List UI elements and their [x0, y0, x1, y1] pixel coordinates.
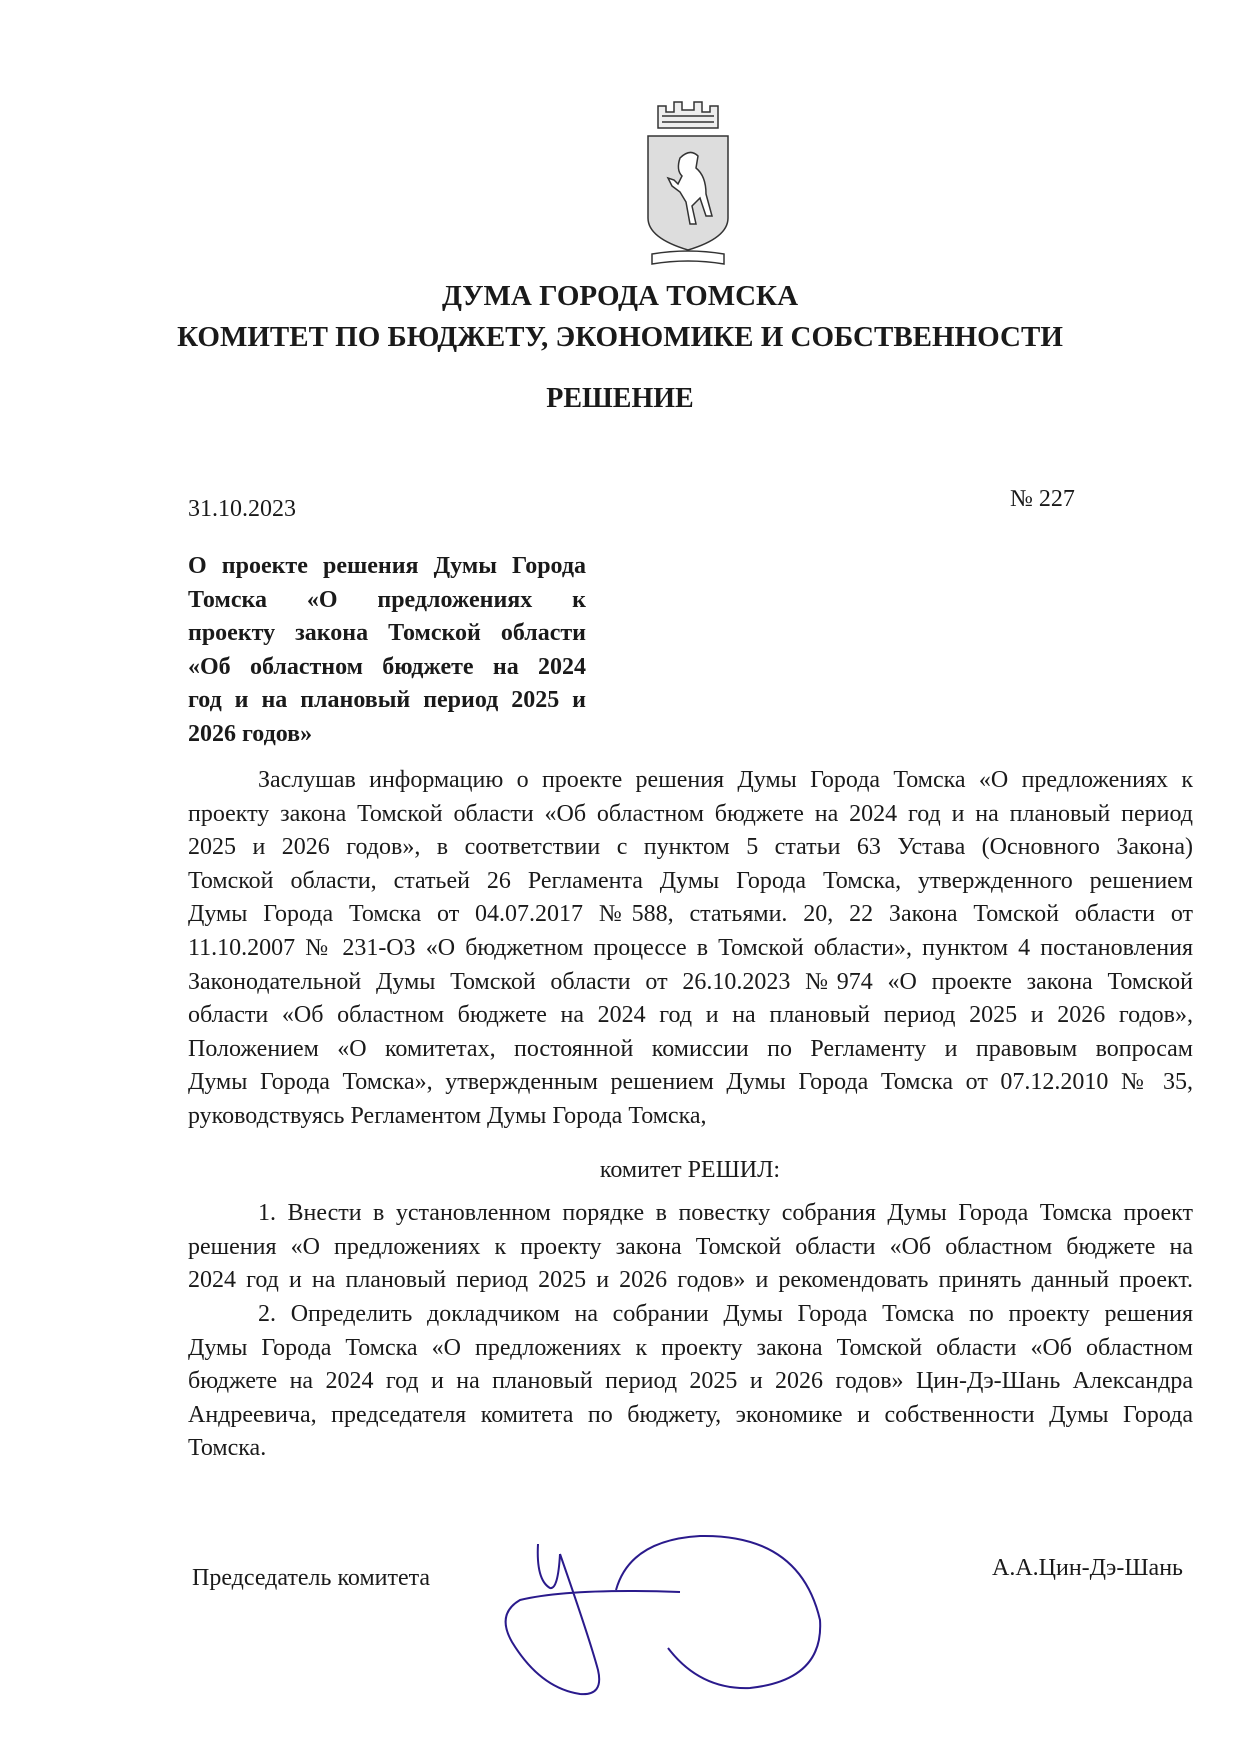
item2-line: бюджете на 2024 год и на плановый период 2025 и 2026 годов» Цин-Дэ-Шань Александра — [188, 1368, 1193, 1395]
preamble-line: 11.10.2007 № 231-ОЗ «О бюджетном процессе в Томской области», пунктом 4 постановления — [188, 935, 1193, 961]
preamble-line: Томской области, статьей 26 Регламента Думы Города Томска, утвержденного решением — [188, 867, 1193, 894]
item2-line: Андреевича, председателя комитета по бюджету, экономике и собственности Думы Города — [188, 1401, 1193, 1428]
handwritten-signature — [450, 1530, 930, 1700]
subject-line: проекту закона Томской области — [188, 620, 586, 646]
committee-title: КОМИТЕТ ПО БЮДЖЕТУ, ЭКОНОМИКЕ И СОБСТВЕННОСТИ — [177, 321, 1063, 353]
document-number: № 227 — [1010, 486, 1075, 512]
signatory-position: Председатель комитета — [192, 1565, 431, 1591]
item2-line: Думы Города Томска «О предложениях к проекту закона Томской области «Об областном — [188, 1334, 1193, 1361]
preamble-line: Думы Города Томска», утвержденным решением Думы Города Томска от 07.12.2010 № 35, — [188, 1069, 1193, 1096]
preamble-line: 2025 и 2026 годов», в соответствии с пунктом 5 статьи 63 Устава (Основного Закона) — [188, 834, 1193, 861]
subject-line: год и на плановый период 2025 и — [188, 687, 586, 713]
preamble-line: Законодательной Думы Томской области от 26.10.2023 №974 «О проекте закона Томской — [188, 968, 1193, 995]
organization-title: ДУМА ГОРОДА ТОМСКА — [441, 280, 799, 312]
item1-line: решения «О предложениях к проекту закона Томской области «Об областном бюджете на — [188, 1233, 1193, 1260]
item1-line: 2024 год и на плановый период 2025 и 2026 годов» и рекомендовать принять данный проект. — [188, 1267, 1193, 1294]
preamble-line: Заслушав информацию о проекте решения Думы Города Томска «О предложениях к — [258, 767, 1193, 793]
preamble-line: руководствуясь Регламентом Думы Города Томска, — [188, 1103, 707, 1129]
item2-line: Томска. — [188, 1435, 267, 1462]
preamble-line: проекту закона Томской области «Об областном бюджете на 2024 год и на плановый период — [188, 800, 1193, 827]
preamble-line: области «Об областном бюджете на 2024 год и на плановый период 2025 и 2026 годов», — [188, 1002, 1193, 1029]
resolved-heading: комитет РЕШИЛ: — [599, 1157, 781, 1183]
subject-line: «Об областном бюджете на 2024 — [188, 653, 586, 680]
city-coat-of-arms — [640, 98, 736, 270]
item1-line: 1. Внести в установленном порядке в повестку собрания Думы Города Томска проект — [258, 1200, 1193, 1226]
document-type: РЕШЕНИЕ — [546, 383, 694, 414]
item2-line: 2. Определить докладчиком на собрании Думы Города Томска по проекту решения — [258, 1301, 1193, 1327]
subject-line: Томска «О предложениях к — [188, 586, 586, 613]
document-date: 31.10.2023 — [188, 496, 296, 522]
signatory-name: А.А.Цин-Дэ-Шань — [992, 1555, 1183, 1581]
preamble-line: Положением «О комитетах, постоянной комиссии по Регламенту и правовым вопросам — [188, 1035, 1193, 1062]
subject-line: 2026 годов» — [188, 720, 313, 747]
preamble-line: Думы Города Томска от 04.07.2017 №588, статьями. 20, 22 Закона Томской области от — [188, 901, 1193, 928]
subject-line: О проекте решения Думы Города — [188, 553, 586, 579]
